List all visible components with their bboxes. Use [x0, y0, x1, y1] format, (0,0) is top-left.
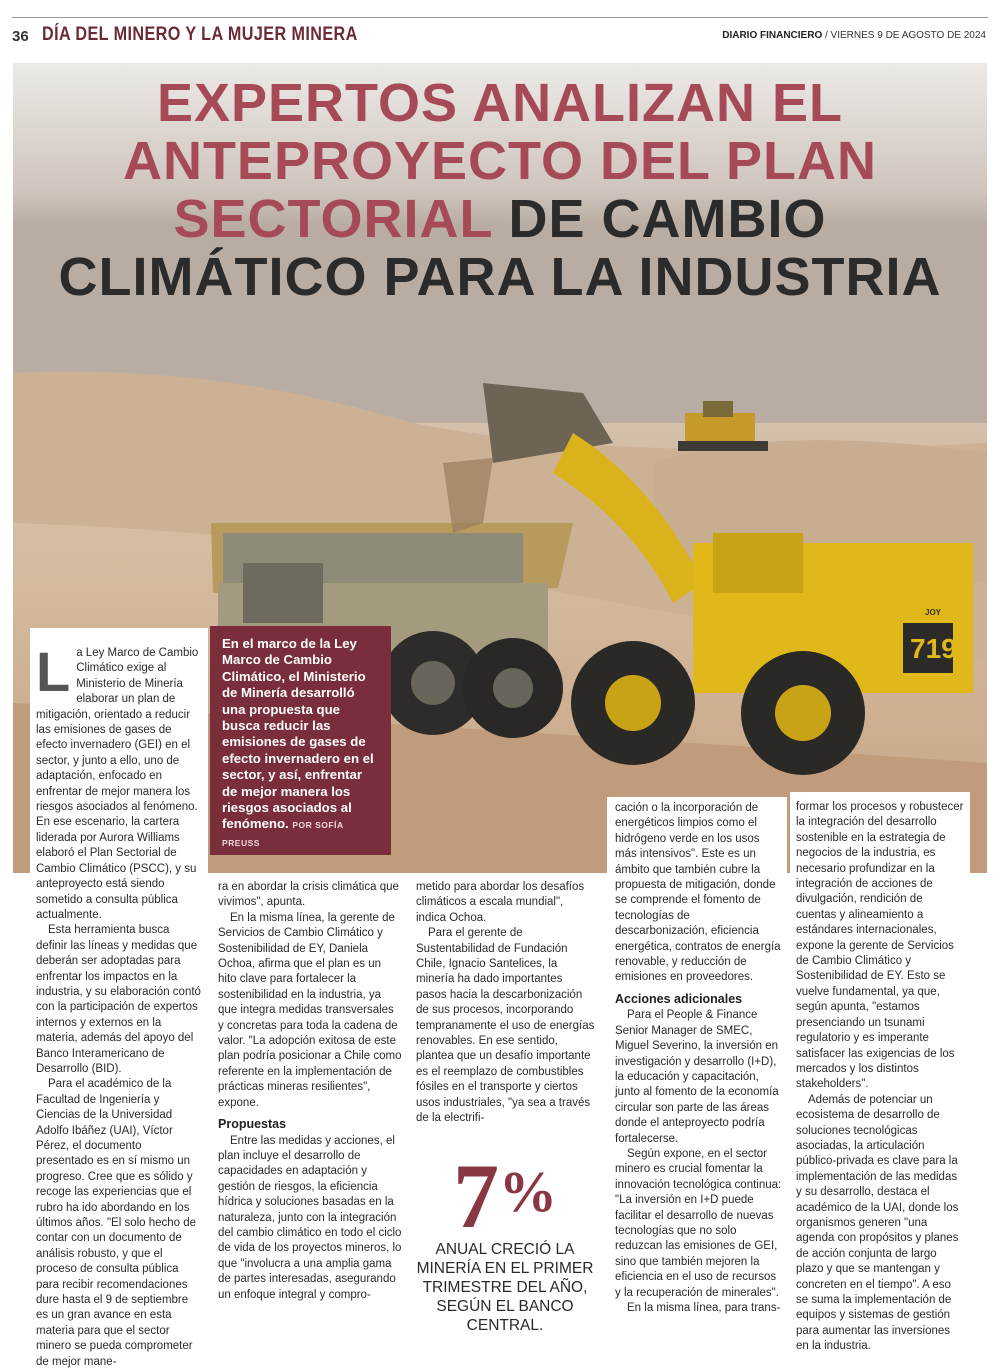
stat-value: 7	[453, 1145, 499, 1247]
headline-line-3-dark: DE CAMBIO	[492, 189, 827, 249]
paragraph: Para el académico de la Facultad de Ingeniería y Ciencias de la Universidad Adolfo Ibáñez (UAI), Víctor Pérez, el documento presentado es en sí mismo un progreso. Cree que es sólido y recoge las experiencias que el rubro ha ido abordando en los últimos años. "El solo hecho de contar con un documento de análisis robusto, y que el proceso de consulta pública para recibir recomendaciones dure hasta el 9 de septiembre es un gran avance en esta materia para que el sector minero se pueda comprometer de mejor mane-	[36, 1078, 197, 1368]
pullquote-text: En el marco de la Ley Marco de Cambio Climático, el Ministerio de Minería desarrolló una propuesta que busca reducir las emisiones de gases de efecto invernadero en el sector, y así, enfrentar de mejor manera los riesgos asociados al fenómeno.	[222, 636, 374, 832]
paragraph: metido para abordar los desafíos climáticos a escala mundial", indica Ochoa.	[416, 881, 585, 924]
paragraph: En la misma línea, para trans-	[627, 1302, 781, 1314]
paragraph: a Ley Marco de Cambio Climático exige al Ministerio de Minería elaborar un plan de mitigación, orientado a reducir las emisiones de gases de efecto invernadero (GEI) en el sector, y junto a ello, uno de adaptación, enfocado en enfrentar de mejor manera los riesgos asociados al fenómeno. En ese escenario, la cartera liderada por Aurora Williams elaboró el Plan Sectorial de Cambio Climático (PSCC), y su anteproyecto está siendo sometido a consulta pública actualmente.	[36, 647, 199, 921]
paragraph: Para el People & Finance Senior Manager de SMEC, Miguel Severino, la inversión en investigación y desarrollo (I+D), la educación y capacitación, junto al fomento de la economía circular son parte de las áreas donde el anteproyecto podría fortalecerse.	[615, 1009, 779, 1145]
byline: POR SOFÍA PREUSS	[222, 820, 344, 848]
paragraph: formar los procesos y robustecer la integración del desarrollo sostenible en la estrategia de negocios de la industria, es necesario profundizar en la integración de acciones de divulgación, rendición de cuentas y alineamiento a estándares internacionales, expone la gerente de Servicios de Cambio Climático y Sostenibilidad de EY. Esto se vuelve fundamental, ya que, según apunta, "estamos presenciando un tsunami regulatorio y es imperante satisfacer las exigencias de los mercados y los distintos stakeholders".	[796, 801, 964, 1091]
issue-date: / VIERNES 9 DE AGOSTO DE 2024	[825, 30, 986, 41]
loader-brand: JOY	[925, 608, 942, 617]
stat-callout	[412, 1145, 598, 1335]
headline	[20, 74, 980, 306]
paragraph: Esta herramienta busca definir las líneas y medidas que deberán ser adoptadas para enfrentar los impactos en la industria, y su elaboración contó con la participación de expertos internos y externos en la materia, además del apoyo del Banco Interamericano de Desarrollo (BID).	[36, 924, 201, 1075]
headline-line-1: EXPERTOS ANALIZAN EL	[156, 73, 844, 133]
paragraph: cación o la incorporación de energéticos limpios como el hidrógeno verde en los usos más intensivos". Este es un ámbito que también cubre la propuesta de mitigación, donde se comprende el fomento de tecnologías de descarbonización, eficiencia energética, contratos de energía renovable, y reducción de emisiones en proveedores.	[615, 802, 781, 984]
page-number: 36	[12, 28, 29, 45]
stat-number	[412, 1145, 598, 1247]
article-column-2	[214, 880, 404, 1340]
paragraph: En la misma línea, la gerente de Servicios de Cambio Climático y Sostenibilidad de EY, Daniela Ochoa, afirma que el plan es un hito clave para fortalecer la sostenibilidad en la industria, ya que integra medidas transversales y concretas para toda la cadena de valor. "La adopción exitosa de este plan podría posicionar a Chile como referente en la implementación de prácticas mineras resilientes", expone.	[218, 911, 402, 1109]
paragraph: Para el gerente de Sustentabilidad de Fundación Chile, Ignacio Santelices, la minería ha dado importantes pasos hacia la descarbonización de sus procesos, incorporando tempranamente el uso de energías renovables. En ese sentido, plantea que un desafío importante es el reemplazo de combustibles fósiles en el transporte y ciertos usos industriales, "ya sea a través de la electrifi-	[416, 927, 595, 1125]
truck-number: 719	[910, 633, 957, 664]
subheading-acciones-adicionales: Acciones adicionales	[615, 991, 743, 1006]
headline-line-4: CLIMÁTICO PARA LA INDUSTRIA	[58, 247, 942, 307]
headline-line-3	[20, 190, 980, 248]
stat-percent: %	[499, 1159, 557, 1224]
article-column-1	[30, 628, 208, 1368]
header-rule	[12, 17, 988, 18]
headline-line-2: ANTEPROYECTO DEL PLAN	[122, 131, 878, 191]
article-column-5	[790, 792, 970, 1353]
article-column-3	[410, 880, 600, 1140]
headline-line-3-red: SECTORIAL	[173, 189, 493, 249]
section-title: DÍA DEL MINERO Y LA MUJER MINERA	[42, 24, 358, 45]
article-column-4	[607, 797, 787, 1340]
stat-text: ANUAL CRECIÓ LA MINERÍA EN EL PRIMER TRIMESTRE DEL AÑO, SEGÚN EL BANCO CENTRAL.	[416, 1241, 594, 1334]
paragraph: Además de potenciar un ecosistema de desarrollo de soluciones tecnológicas asociadas, la articulación público-privada es clave para la implementación de las medidas y su desarrollo, destaca el académico de la UAI, donde los organismos generen "una agenda con propósitos y planes de acción conjunta de largo plazo y que se mantengan y concreten en el tiempo". A eso se suma la implementación de equipos y sistemas de gestión para aumentar las inversiones en la industria.	[796, 1093, 959, 1353]
newspaper-info	[722, 30, 986, 41]
newspaper-name: DIARIO FINANCIERO	[722, 30, 823, 41]
paragraph: Según expone, en el sector minero es crucial fomentar la innovación tecnológica continua: "La inversión en I+D puede facilitar el desarrollo de nuevas tecnologías que no solo reduzcan las emisiones de GEI, sino que también mejoren la eficiencia en el uso de recursos y la recuperación de minerales".	[615, 1147, 782, 1299]
subheading-propuestas: Propuestas	[218, 1117, 287, 1132]
pullquote	[210, 626, 391, 855]
paragraph: Entre las medidas y acciones, el plan incluye el desarrollo de capacidades en adaptación y gestión de riesgos, la eficiencia hídrica y soluciones basadas en la naturaleza, junto con la integración del cambio climático en todo el ciclo de vida de los proyectos mineros, lo que "involucra a una amplia gama de partes interesadas, asegurando un enfoque integral y compro-	[218, 1134, 402, 1301]
paragraph: ra en abordar la crisis climática que vivimos", apunta.	[218, 881, 399, 909]
dropcap: L	[36, 640, 71, 703]
page-header	[0, 0, 1000, 52]
